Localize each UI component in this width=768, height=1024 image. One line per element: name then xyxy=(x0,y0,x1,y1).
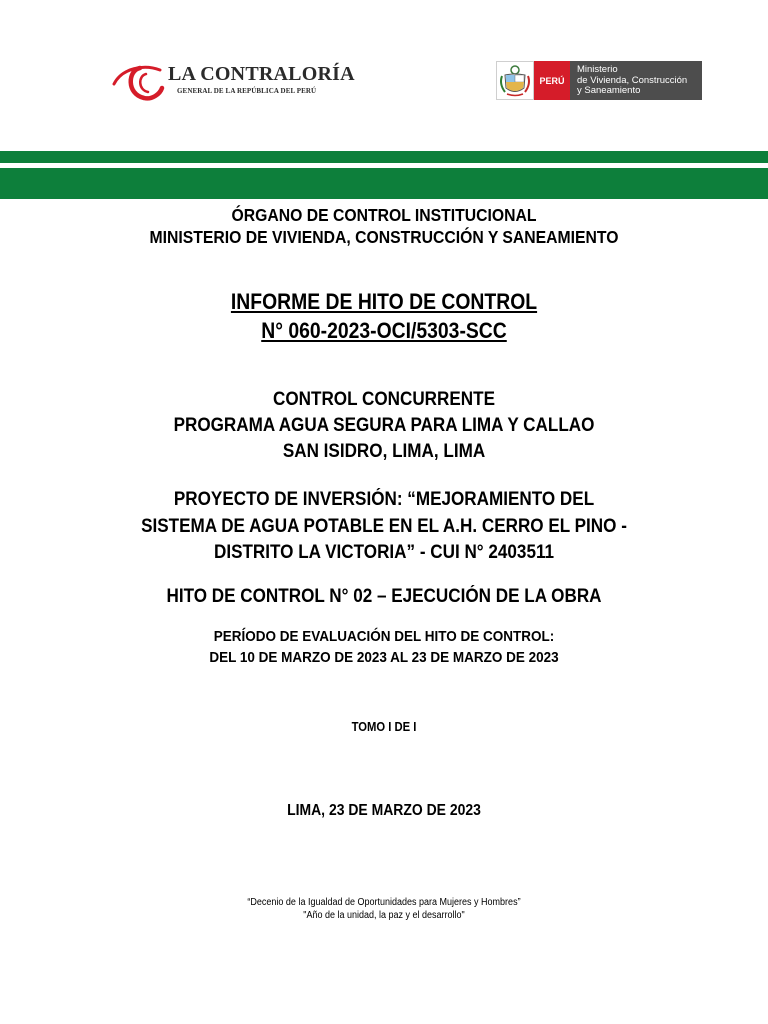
control-line: CONTROL CONCURRENTE xyxy=(273,389,495,410)
green-stripe-thick xyxy=(0,168,768,199)
organo-heading xyxy=(38,204,729,248)
contraloria-name: LA CONTRALORÍA xyxy=(168,63,355,85)
contraloria-emblem-icon xyxy=(110,60,166,102)
ministerio-line: Ministerio xyxy=(577,64,618,75)
periodo-block xyxy=(38,626,729,668)
control-line: PROGRAMA AGUA SEGURA PARA LIMA Y CALLAO xyxy=(173,415,595,436)
contraloria-subtitle: GENERAL DE LA REPÚBLICA DEL PERÚ xyxy=(177,87,317,95)
periodo-line: PERÍODO DE EVALUACIÓN DEL HITO DE CONTROL: xyxy=(213,628,555,645)
report-title xyxy=(46,287,722,345)
tomo-label: TOMO I DE I xyxy=(351,720,417,734)
green-stripe-thin xyxy=(0,151,768,163)
ministerio-logo xyxy=(496,61,702,100)
project-line: PROYECTO DE INVERSIÓN: “MEJORAMIENTO DEL xyxy=(173,489,595,510)
escudo-box xyxy=(496,61,534,100)
periodo-line: DEL 10 DE MARZO DE 2023 AL 23 DE MARZO DE 2023 xyxy=(209,649,559,666)
control-line: SAN ISIDRO, LIMA, LIMA xyxy=(282,441,486,462)
control-block xyxy=(38,387,729,465)
place-date: LIMA, 23 DE MARZO DE 2023 xyxy=(287,802,481,819)
peru-label: PERÚ xyxy=(534,61,570,100)
project-line: SISTEMA DE AGUA POTABLE EN EL A.H. CERRO EL PINO - xyxy=(141,515,627,537)
hito-heading: HITO DE CONTROL N° 02 – EJECUCIÓN DE LA OBRA xyxy=(166,586,602,607)
report-title-line: INFORME DE HITO DE CONTROL xyxy=(230,289,538,314)
contraloria-logo xyxy=(110,58,355,108)
report-number: N° 060-2023-OCI/5303-SCC xyxy=(261,318,507,343)
organo-line: MINISTERIO DE VIVIENDA, CONSTRUCCIÓN Y SANEAMIENTO xyxy=(149,227,619,247)
project-block xyxy=(38,487,729,567)
year-name-line: "Año de la unidad, la paz y el desarrollo" xyxy=(303,909,465,921)
decenio-line: “Decenio de la Igualdad de Oportunidades para Mujeres y Hombres” xyxy=(247,897,521,908)
project-line: DISTRITO LA VICTORIA” - CUI N° 2403511 xyxy=(213,542,555,563)
ministerio-line: de Vivienda, Construcción xyxy=(577,74,688,86)
ministerio-name xyxy=(570,61,702,100)
peru-coat-of-arms-icon xyxy=(497,62,533,99)
decenio-note xyxy=(38,897,729,922)
organo-line: ÓRGANO DE CONTROL INSTITUCIONAL xyxy=(231,205,537,225)
ministerio-line: y Saneamiento xyxy=(577,85,641,96)
